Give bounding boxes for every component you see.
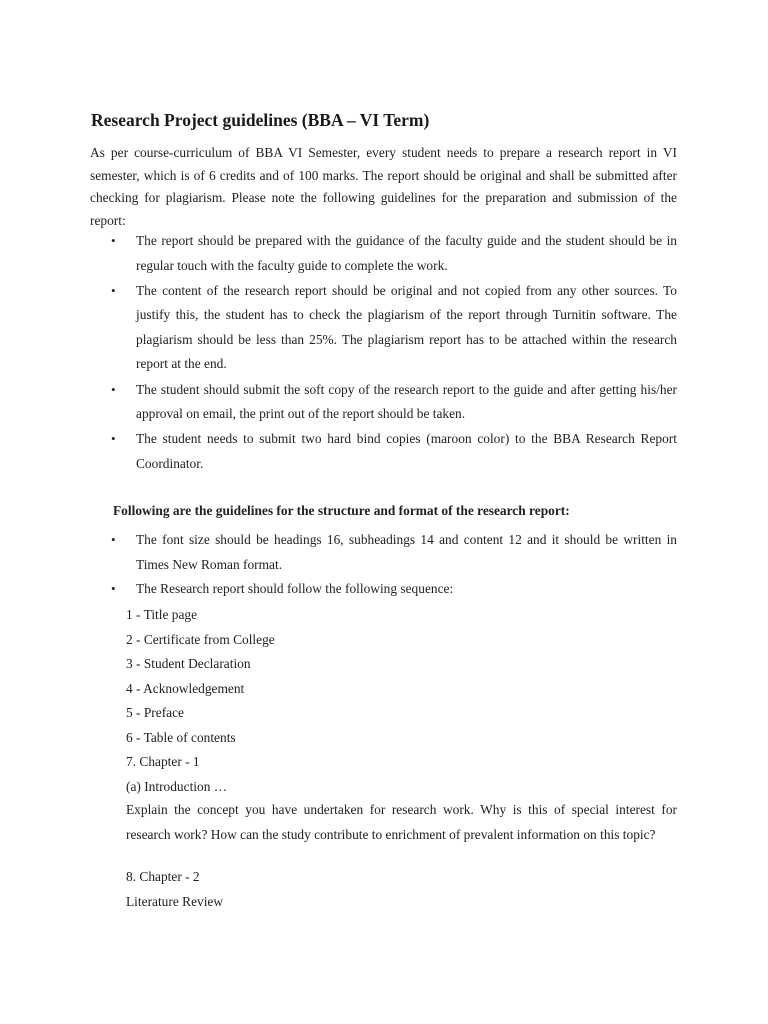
structure-heading: Following are the guidelines for the structure and format of the research report: bbox=[113, 503, 570, 518]
sequence-item: 8. Chapter - 2 bbox=[126, 869, 200, 884]
sequence-item: 7. Chapter - 1 bbox=[126, 754, 200, 769]
list-item-text: The content of the research report should be original and not copied from any other sources. To justify this, the student has to check the plagiarism of the report through Turnitin software. The plagiarism should be less than 25%. The plagiarism report has to be attached within the research report at the end. bbox=[136, 282, 677, 372]
page-title: Research Project guidelines (BBA – VI Term) bbox=[91, 110, 430, 130]
list-item bbox=[90, 577, 677, 602]
list-item-text: The Research report should follow the following sequence: bbox=[136, 581, 454, 597]
sequence-item: 4 - Acknowledgement bbox=[126, 680, 245, 696]
list-item-text: The student should submit the soft copy of the research report to the guide and after getting his/her approval on email, the print out of the report should be taken. bbox=[136, 381, 677, 422]
list-item-text: The student needs to submit two hard bind copies (maroon color) to the BBA Research Report Coordinator. bbox=[136, 431, 677, 471]
sequence-item: 5 - Preface bbox=[126, 705, 184, 720]
bullet-icon: • bbox=[111, 381, 116, 397]
list-item bbox=[90, 229, 677, 278]
list-item bbox=[90, 378, 677, 427]
sequence-item: Literature Review bbox=[126, 893, 224, 909]
bullet-icon: • bbox=[111, 532, 116, 547]
sequence-item: 1 - Title page bbox=[126, 607, 198, 622]
list-item bbox=[90, 528, 677, 577]
chapter1-explanation: Explain the concept you have undertaken for research work. Why is this of special interest for research work? How can the study contribute to enrichment of prevalent information on this topic? bbox=[126, 802, 677, 842]
bullet-icon: • bbox=[111, 581, 116, 597]
chapter2-list bbox=[126, 865, 678, 914]
report-sequence-list bbox=[126, 603, 678, 799]
intro-paragraph: As per course-curriculum of BBA VI Semester, every student needs to prepare a research report in VI semester, which is of 6 credits and of 100 marks. The report should be original and shall be submitted after checking for plagiarism. Please note the following guidelines for the preparation and submission of the report: bbox=[90, 145, 677, 229]
list-item bbox=[90, 427, 677, 476]
guidelines-list bbox=[90, 229, 677, 477]
list-item-text: The font size should be headings 16, subheadings 14 and content 12 and it should be written in Times New Roman format. bbox=[136, 532, 677, 572]
bullet-icon: • bbox=[111, 282, 116, 298]
bullet-icon: • bbox=[111, 233, 116, 248]
sequence-item: 2 - Certificate from College bbox=[126, 631, 275, 647]
sequence-item: 3 - Student Declaration bbox=[126, 656, 251, 671]
list-item bbox=[90, 279, 677, 377]
sequence-item: (a) Introduction … bbox=[126, 778, 228, 794]
sequence-item: 6 - Table of contents bbox=[126, 729, 236, 745]
list-item-text: The report should be prepared with the guidance of the faculty guide and the student should be in regular touch with the faculty guide to complete the work. bbox=[136, 233, 677, 273]
bullet-icon: • bbox=[111, 431, 116, 447]
structure-list bbox=[90, 528, 677, 602]
